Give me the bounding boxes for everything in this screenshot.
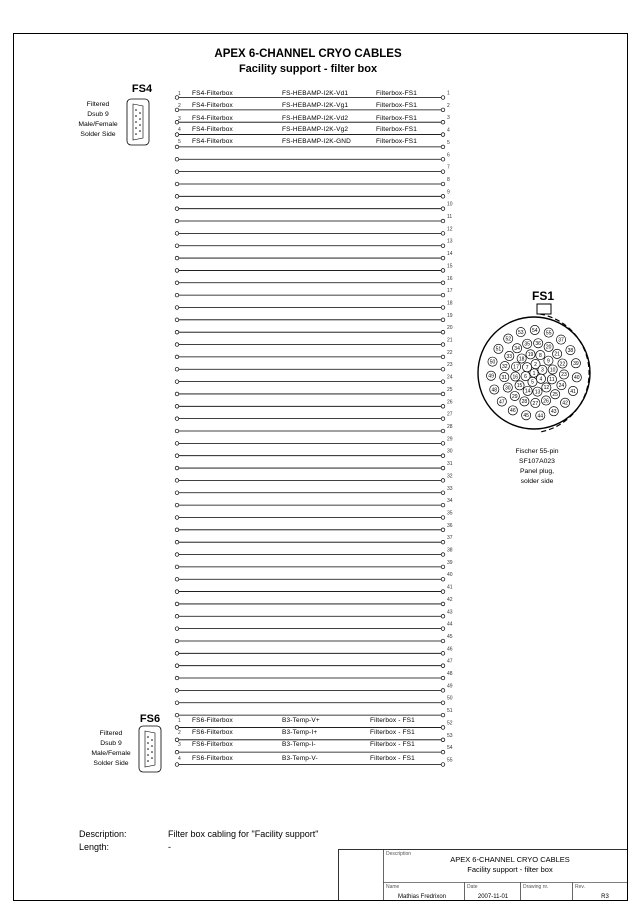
wire-start-terminal [175, 750, 179, 754]
wire-start-terminal [175, 726, 179, 730]
wire-end-terminal [441, 479, 445, 483]
wire-end-terminal [441, 256, 445, 260]
wire-number: 7 [447, 164, 450, 171]
fs1-pin-number: 33 [506, 353, 513, 360]
fs4-row-to: Filterbox-FS1 [376, 138, 417, 145]
fs1-pin-number: 4 [539, 376, 543, 383]
fs6-row-signal: B3-Temp-V- [282, 755, 318, 762]
wire-number: 52 [447, 720, 453, 727]
fs1-label: FS1 [531, 289, 555, 303]
wire-start-terminal [175, 293, 179, 297]
wire-start-terminal [175, 367, 179, 371]
wire-start-terminal [175, 528, 179, 532]
wire-start-terminal [175, 479, 179, 483]
fs6-row-to: Filterbox - FS1 [370, 755, 415, 762]
fs1-pin-number: 47 [499, 399, 505, 406]
wire-start-terminal [175, 392, 179, 396]
wire-end-terminal [441, 713, 445, 717]
fs6-row-from: FS6-Filterbox [192, 755, 233, 762]
wire-end-terminal [441, 553, 445, 557]
wire-start-terminal [175, 652, 179, 656]
wire-end-terminal [441, 614, 445, 618]
wire-start-terminal [175, 195, 179, 199]
wire-start-terminal [175, 269, 179, 273]
fs1-pin-number: 11 [549, 377, 555, 384]
fs1-pin-number: 28 [521, 399, 528, 406]
fs4-row-from: FS4-Filterbox [192, 102, 233, 109]
wire-number: 22 [447, 349, 453, 356]
wire-number: 54 [447, 745, 453, 752]
fs1-pin-number: 37 [558, 337, 564, 344]
wire-end-terminal [441, 108, 445, 112]
fs1-pin-number: 52 [505, 336, 512, 343]
fs4-row-signal: FS-HEBAMP-I2K-Vg1 [282, 102, 349, 109]
wire-end-terminal [441, 318, 445, 322]
fs1-pin-number: 42 [562, 400, 568, 407]
fs1-pin-number: 27 [532, 400, 539, 407]
wire-start-terminal [175, 343, 179, 347]
tb-drawing-header: Drawing nr. [523, 884, 549, 890]
wire-number: 39 [447, 559, 453, 566]
fs1-pin-number: 16 [512, 374, 519, 381]
wire-end-terminal [441, 627, 445, 631]
wire-start-terminal [175, 763, 179, 767]
wire-start-terminal [175, 454, 179, 458]
tb-date-header: Date [467, 884, 478, 890]
fs1-pin-number: 2 [534, 361, 537, 368]
wire-end-terminal [441, 244, 445, 248]
wire-number: 34 [447, 498, 453, 505]
fs1-pin-number: 51 [495, 346, 502, 353]
wire-end-terminal [441, 454, 445, 458]
fs1-pin-number: 54 [532, 327, 538, 334]
fs4-row-from: FS4-Filterbox [192, 90, 233, 97]
wire-number: 37 [447, 535, 453, 542]
fs6-pin-number: 4 [178, 756, 181, 762]
fs4-caption-4: Solder Side [80, 131, 116, 138]
wire-start-terminal [175, 380, 179, 384]
wire-number: 21 [447, 337, 453, 344]
fs4-caption-1: Filtered [86, 101, 110, 108]
fs1-connector [478, 289, 590, 485]
wire-number: 36 [447, 522, 453, 529]
wire-start-terminal [175, 318, 179, 322]
fs4-pin-number: 3 [178, 116, 181, 122]
fs1-pin-number: 9 [547, 358, 550, 365]
tb-rev-value: R3 [601, 894, 609, 900]
wire-end-terminal [441, 565, 445, 569]
fs1-pin-number: 39 [573, 361, 579, 368]
fs1-pin-number: 34 [514, 346, 520, 353]
tb-rev-header: Rev. [575, 884, 585, 890]
fs1-pin-number: 23 [561, 372, 567, 379]
wire-start-terminal [175, 157, 179, 161]
wire-end-terminal [441, 639, 445, 643]
fs1-pin-number: 49 [488, 373, 494, 380]
wire-start-terminal [175, 602, 179, 606]
wire-end-terminal [441, 701, 445, 705]
fs1-caption-3: Panel plug, [519, 468, 555, 475]
wire-number: 47 [447, 658, 453, 665]
wire-number: 18 [447, 300, 453, 307]
tb-title-line1: APEX 6-CHANNEL CRYO CABLES [450, 855, 570, 864]
wire-end-terminal [441, 664, 445, 668]
wire-number: 49 [447, 683, 453, 690]
wire-number: 42 [447, 596, 453, 603]
fs1-pin-number: 3 [541, 367, 544, 374]
fs6-row-to: Filterbox - FS1 [370, 717, 415, 724]
wire-start-terminal [175, 442, 179, 446]
wire-list [175, 91, 453, 767]
wire-number: 53 [447, 732, 453, 739]
length-value: - [168, 842, 171, 852]
wire-end-terminal [441, 293, 445, 297]
fs1-caption-1: Fischer 55-pin [515, 448, 559, 455]
wire-end-terminal [441, 269, 445, 273]
wire-number: 27 [447, 411, 453, 418]
title-block [339, 850, 628, 901]
fs1-pin-number: 12 [543, 385, 550, 392]
wire-end-terminal [441, 590, 445, 594]
wire-start-terminal [175, 466, 179, 470]
fs1-pin-number: 8 [538, 352, 542, 359]
fs1-pin-number: 14 [524, 388, 531, 395]
tb-date-value: 2007-11-01 [477, 894, 509, 900]
wire-number: 46 [447, 646, 453, 653]
wire-number: 20 [447, 325, 453, 332]
wire-start-terminal [175, 639, 179, 643]
wire-start-terminal [175, 306, 179, 310]
fs1-pin-number: 40 [573, 375, 580, 382]
fs1-pin-number: 32 [502, 363, 508, 370]
fs1-pin-number: 43 [550, 408, 557, 415]
fs6-row-to: Filterbox - FS1 [370, 741, 415, 748]
description-block [79, 829, 318, 852]
wire-number: 50 [447, 695, 453, 702]
wire-number: 31 [447, 461, 453, 468]
fs6-pin-number: 1 [178, 718, 181, 724]
tb-desc-header: Description [386, 851, 412, 857]
wire-end-terminal [441, 96, 445, 100]
fs1-pin-number: 26 [543, 398, 549, 405]
wire-end-terminal [441, 442, 445, 446]
fs4-connector [78, 83, 153, 145]
fs1-caption-4: solder side [520, 478, 554, 485]
wire-number: 12 [447, 226, 453, 233]
fs1-pin-number: 36 [535, 341, 541, 348]
wire-number: 55 [447, 757, 453, 764]
fs4-row-to: Filterbox-FS1 [376, 126, 417, 133]
wire-end-terminal [441, 540, 445, 544]
wire-start-terminal [175, 207, 179, 211]
fs4-row-to: Filterbox-FS1 [376, 115, 417, 122]
wire-start-terminal [175, 664, 179, 668]
wire-number: 24 [447, 374, 453, 381]
wire-end-terminal [441, 145, 445, 149]
wire-start-terminal [175, 713, 179, 717]
fs6-row-from: FS6-Filterbox [192, 741, 233, 748]
description-label: Description: [79, 829, 127, 839]
fs1-pin-number: 50 [489, 359, 496, 366]
wire-number: 1 [447, 90, 450, 97]
wire-end-terminal [441, 182, 445, 186]
drawing-subtitle: Facility support - filter box [238, 63, 378, 75]
fs1-pin-number: 44 [537, 413, 544, 420]
wire-end-terminal [441, 306, 445, 310]
wire-end-terminal [441, 528, 445, 532]
wire-start-terminal [175, 355, 179, 359]
fs6-row-to: Filterbox - FS1 [370, 729, 415, 736]
wire-start-terminal [175, 182, 179, 186]
wire-number: 32 [447, 473, 453, 480]
fs6-pin-number: 2 [178, 730, 181, 736]
wire-end-terminal [441, 343, 445, 347]
wire-end-terminal [441, 577, 445, 581]
fs1-pin-number: 1 [532, 370, 536, 377]
fs4-caption-3: Male/Female [78, 121, 118, 128]
wire-end-terminal [441, 330, 445, 334]
fs1-pin-number: 6 [524, 373, 527, 380]
wire-start-terminal [175, 330, 179, 334]
wire-start-terminal [175, 145, 179, 149]
fs6-connector [91, 713, 161, 772]
fs1-pin-number: 30 [504, 385, 511, 392]
wire-start-terminal [175, 627, 179, 631]
wire-start-terminal [175, 244, 179, 248]
wire-end-terminal [441, 219, 445, 223]
fs1-pin-number: 29 [512, 393, 518, 400]
fs4-dsub-icon [127, 99, 149, 145]
wire-number: 26 [447, 399, 453, 406]
fs1-pin-number: 31 [501, 374, 508, 381]
fs1-pin-number: 48 [491, 387, 498, 394]
wire-start-terminal [175, 429, 179, 433]
wire-number: 33 [447, 485, 453, 492]
wire-number: 19 [447, 312, 453, 319]
wire-start-terminal [175, 676, 179, 680]
fs1-pin-number: 17 [513, 364, 519, 371]
fs4-label: FS4 [131, 83, 153, 95]
wire-end-terminal [441, 170, 445, 174]
wire-number: 16 [447, 275, 453, 282]
fs4-row-to: Filterbox-FS1 [376, 102, 417, 109]
wire-number: 45 [447, 633, 453, 640]
fs1-pin-number: 38 [567, 347, 574, 354]
fs6-row-signal: B3-Temp-I+ [282, 729, 318, 736]
fs4-pin-number: 5 [178, 139, 181, 145]
fs1-pin-number: 41 [570, 388, 576, 395]
fs6-row-signal: B3-Temp-I- [282, 741, 316, 748]
wire-end-terminal [441, 429, 445, 433]
wire-start-terminal [175, 689, 179, 693]
fs6-row-from: FS6-Filterbox [192, 729, 233, 736]
fs4-row-from: FS4-Filterbox [192, 115, 233, 122]
fs1-pin-number: 22 [559, 361, 566, 368]
fs6-row-from: FS6-Filterbox [192, 717, 233, 724]
fs1-pin-number: 45 [523, 413, 529, 420]
fs4-row-signal: FS-HEBAMP-I2K-Vd1 [282, 90, 349, 97]
wire-number: 14 [447, 251, 453, 258]
tb-name-value: Mathias Fredrixon [397, 894, 447, 900]
wire-start-terminal [175, 417, 179, 421]
fs1-pin-number: 55 [545, 330, 552, 337]
wire-start-terminal [175, 133, 179, 137]
wire-start-terminal [175, 516, 179, 520]
fs4-caption-2: Dsub 9 [87, 111, 109, 118]
wire-start-terminal [175, 701, 179, 705]
wire-start-terminal [175, 553, 179, 557]
wire-number: 15 [447, 263, 453, 270]
wire-end-terminal [441, 689, 445, 693]
wire-number: 51 [447, 708, 453, 715]
wire-number: 6 [447, 152, 450, 159]
fs1-pin-number: 35 [524, 341, 530, 348]
wire-number: 44 [447, 621, 453, 628]
wire-end-terminal [441, 120, 445, 124]
wire-end-terminal [441, 157, 445, 161]
wire-start-terminal [175, 404, 179, 408]
wire-start-terminal [175, 590, 179, 594]
fs1-caption-2: SF107A023 [519, 458, 555, 465]
wire-end-terminal [441, 367, 445, 371]
fs4-wiring-table [178, 90, 417, 145]
wire-number: 30 [447, 448, 453, 455]
fs1-pin-number: 46 [510, 408, 516, 415]
wire-end-terminal [441, 417, 445, 421]
wire-number: 11 [447, 214, 453, 221]
wire-end-terminal [441, 232, 445, 236]
wire-number: 43 [447, 609, 453, 616]
fs1-key-notch [537, 304, 551, 314]
wire-number: 38 [447, 547, 453, 554]
fs4-pin-number: 2 [178, 103, 181, 109]
fs1-pin-number: 15 [516, 383, 523, 390]
wire-start-terminal [175, 170, 179, 174]
fs6-caption-1: Filtered [99, 730, 123, 737]
wire-number: 40 [447, 572, 453, 579]
fs6-caption-3: Male/Female [91, 750, 131, 757]
sheet-border [14, 34, 628, 901]
wire-number: 5 [447, 139, 450, 146]
wire-start-terminal [175, 256, 179, 260]
tb-title-line2: Facility support - filter box [467, 865, 553, 874]
wire-number: 35 [447, 510, 453, 517]
wire-end-terminal [441, 491, 445, 495]
wire-end-terminal [441, 195, 445, 199]
fs4-pin-number: 4 [178, 127, 181, 133]
fs1-pin-number: 7 [525, 365, 529, 372]
wire-end-terminal [441, 516, 445, 520]
fs1-pin-number: 10 [549, 367, 556, 374]
wire-end-terminal [441, 281, 445, 285]
fs1-pin-number: 18 [518, 356, 525, 363]
wire-start-terminal [175, 503, 179, 507]
fs6-caption-2: Dsub 9 [100, 740, 122, 747]
wire-end-terminal [441, 726, 445, 730]
wire-start-terminal [175, 219, 179, 223]
wire-end-terminal [441, 676, 445, 680]
wire-number: 10 [447, 201, 453, 208]
fs4-row-from: FS4-Filterbox [192, 126, 233, 133]
fs4-row-to: Filterbox-FS1 [376, 90, 417, 97]
wire-number: 48 [447, 671, 453, 678]
description-value: Filter box cabling for "Facility support" [168, 829, 319, 839]
fs4-row-signal: FS-HEBAMP-I2K-GND [282, 138, 352, 145]
fs6-caption-4: Solder Side [93, 760, 129, 767]
wire-number: 4 [447, 127, 450, 134]
wire-start-terminal [175, 614, 179, 618]
wire-number: 8 [447, 176, 450, 183]
fs1-pin-number: 19 [527, 352, 534, 359]
wire-start-terminal [175, 577, 179, 581]
wire-number: 41 [447, 584, 453, 591]
wire-end-terminal [441, 207, 445, 211]
fs4-pin-number: 1 [178, 91, 181, 97]
length-label: Length: [79, 842, 110, 852]
fs1-pin-number: 13 [534, 389, 541, 396]
fs1-pin-number: 24 [558, 382, 565, 389]
wire-end-terminal [441, 763, 445, 767]
wire-start-terminal [175, 232, 179, 236]
fs6-row-signal: B3-Temp-V+ [282, 717, 320, 724]
wire-end-terminal [441, 750, 445, 754]
wire-number: 9 [447, 189, 450, 196]
wire-number: 17 [447, 288, 453, 295]
wire-number: 2 [447, 102, 450, 109]
wire-end-terminal [441, 133, 445, 137]
fs4-row-signal: FS-HEBAMP-I2K-Vd2 [282, 115, 349, 122]
fs6-pin-number: 3 [178, 742, 181, 748]
wire-number: 23 [447, 362, 453, 369]
wire-end-terminal [441, 602, 445, 606]
tb-name-header: Name [386, 884, 400, 890]
wire-end-terminal [441, 392, 445, 396]
fs4-row-from: FS4-Filterbox [192, 138, 233, 145]
wire-end-terminal [441, 355, 445, 359]
wire-end-terminal [441, 503, 445, 507]
fs1-pin-number: 20 [545, 344, 552, 351]
wire-end-terminal [441, 652, 445, 656]
fs6-dsub-icon [139, 726, 161, 772]
wire-start-terminal [175, 540, 179, 544]
wire-number: 13 [447, 238, 453, 245]
fs1-pin-number: 21 [554, 351, 560, 358]
wire-start-terminal [175, 565, 179, 569]
wire-start-terminal [175, 281, 179, 285]
drawing-title: APEX 6-CHANNEL CRYO CABLES [214, 48, 402, 60]
wire-number: 3 [447, 115, 450, 122]
wire-number: 25 [447, 386, 453, 393]
fs1-pin-number: 5 [531, 379, 534, 386]
wire-number: 29 [447, 436, 453, 443]
wire-end-terminal [441, 466, 445, 470]
wire-number: 28 [447, 424, 453, 430]
fs1-pin-number: 53 [518, 329, 524, 336]
fs1-pin-number: 25 [552, 392, 558, 399]
fs4-row-signal: FS-HEBAMP-I2K-Vg2 [282, 126, 349, 133]
wire-start-terminal [175, 491, 179, 495]
wire-end-terminal [441, 738, 445, 742]
wire-end-terminal [441, 404, 445, 408]
wire-end-terminal [441, 380, 445, 384]
fs6-label: FS6 [139, 713, 161, 725]
